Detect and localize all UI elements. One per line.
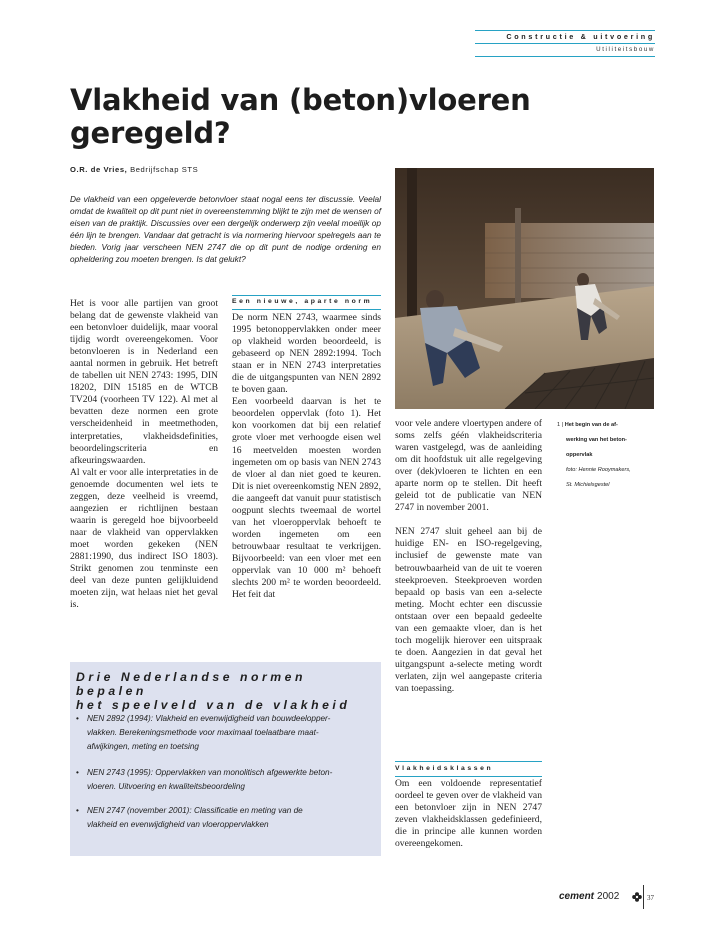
norm-item — [76, 804, 376, 832]
header-rule-top — [475, 30, 655, 31]
caption-title-2: werking van het beton- — [566, 437, 627, 443]
body-paragraph: voor vele andere vloertypen andere of soms zelfs géén vlakheidscriteria waren vastgelegd, was de aanleiding om dit hoofdstuk uit alle regelgeving over (dek)vloeren te lichten en een aparte norm op te stellen. Dit heeft geleid tot de publicatie van NEN 2747 in november 2001. — [395, 418, 542, 514]
body-paragraph: Het is voor alle partijen van groot belang dat de gewenste vlakheid van een betonvloer duidelijk, maar vooral tijdig wordt overeengekomen. Voor betonvloeren is in Nederland een aantal normen in gebruik. Het betreft de tabellen uit NEN 2743: 1995, DIN 18202, DIN 15185 en de WTCB TV204 (voorheen TV 122). Al met al bevatten deze normen een grote verscheidenheid in meetmethoden, interpretaties, vlakheidsdefinities, beoordelingscriteria en afkeuringswaarden. — [70, 298, 218, 466]
bullet-icon: • — [76, 768, 79, 777]
body-column-4 — [395, 778, 542, 850]
construction-photo — [395, 168, 654, 409]
issue-year: 2002 — [597, 891, 620, 902]
byline — [70, 165, 198, 174]
body-paragraph: Al valt er voor alle interpretaties in de genoemde documenten wel iets te zeggen, deze veelheid is vreemd, aangezien er richtlijnen bestaan waarin is geregeld hoe bijvoorbeeld naar de vlakheid van oppervlakken moet worden gekeken (NEN 2881:1990, dus indirect ISO 1803). Strikt genomen zou tenminste een deel van deze punten gelijkluidend moeten zijn, wat helaas niet het geval is. — [70, 466, 218, 611]
norm-item-line: NEN 2747 (november 2001): Classificatie en meting van de — [87, 806, 303, 815]
norm-item-line: vloeren. Uitvoering en kwaliteitsbeoordeling — [87, 782, 245, 791]
subheading-new-norm: Een nieuwe, aparte norm — [232, 298, 373, 305]
box-title-line-1: Drie Nederlandse normen bepalen — [76, 670, 306, 698]
box-title-line-2: het speelveld van de vlakheid — [76, 698, 351, 712]
norms-box — [70, 662, 381, 856]
subheading-flatness-classes: Vlakheidsklassen — [395, 765, 494, 772]
author-affiliation: Bedrijfschap STS — [127, 165, 199, 174]
body-paragraph: Om een voldoende representatief oordeel te geven over de vlakheid van een betonvloer zijn in NEN 2747 zeven vlakheidsklassen gedefinieerd, die in principe alle kunnen worden overeengekomen. — [395, 778, 542, 850]
body-column-2 — [232, 312, 381, 601]
caption-credit-1: foto: Hennie Rooymakers, — [566, 467, 631, 473]
body-column-3 — [395, 418, 542, 695]
footer-divider — [643, 885, 644, 909]
body-paragraph: Een voorbeeld daarvan is het te beoordelen oppervlak (foto 1). Het kon voorkomen dat bij een relatief grote vloer met verhoogde eisen wel 16 meetvelden moesten worden ingemeten om op basis van NEN 2743 de vloer al dan niet goed te keuren. Dit is niet overeenkomstig NEN 2892, die aangeeft dat vanuit puur statistisch oogpunt slechts tweemaal de wortel van het vloeroppervlak behoeft te worden ingemeten om een betrouwbaar resultaat te verkrijgen. Bijvoorbeeld: van een vloer met een oppervlak van 10 000 m² behoeft slechts 200 m² te worden beoordeeld. Het feit dat — [232, 396, 381, 601]
body-paragraph: NEN 2747 sluit geheel aan bij de huidige EN- en ISO-regelgeving, inclusief de gewenste mate van betrouwbaarheid van de uit te voeren steekproeven. Steekproeven worden bepaald op basis van een a-selecte meting. Mocht echter een discussie ontstaan over een bepaald gedeelte van een gemaakte vloer, dan is het toch mogelijk hierover een uitspraak te doen. Aangezien in dat geval het uitgangspunt a-selecte meting wordt verlaten, zijn wel aangepaste criteria van toepassing. — [395, 526, 542, 694]
norm-item — [76, 712, 376, 754]
header-rule-bottom — [475, 56, 655, 57]
box-title — [76, 670, 376, 712]
norm-item-line: NEN 2892 (1994): Vlakheid en evenwijdigheid van bouwdeelopper- — [87, 714, 331, 723]
article-title — [70, 84, 550, 150]
flower-mark-icon — [632, 892, 642, 902]
norm-item-line: vlakheid en evenwijdigheid van vloeroppervlakken — [87, 820, 269, 829]
bullet-icon: • — [76, 806, 79, 815]
caption-title-1: Het begin van de af- — [564, 422, 618, 428]
subsection-label: Utiliteitsbouw — [596, 46, 655, 53]
caption-number: 1 | — [557, 422, 564, 428]
title-line-1: Vlakheid van (beton)vloeren — [70, 83, 531, 117]
page-footer — [559, 891, 654, 902]
norm-item-line: NEN 2743 (1995): Oppervlakken van monolitisch afgewerkte beton- — [87, 768, 333, 777]
subheading-rule-bottom — [232, 309, 381, 310]
body-column-1 — [70, 298, 218, 611]
magazine-name: cement — [559, 891, 595, 902]
photo-caption — [557, 418, 657, 493]
caption-credit-2: St. Michielsgestel — [566, 482, 610, 488]
section-label: Constructie & uitvoering — [506, 32, 655, 41]
author-name: O.R. de Vries, — [70, 165, 128, 174]
title-line-2: geregeld? — [70, 116, 231, 150]
subheading-rule-top — [395, 761, 542, 762]
bullet-icon: • — [76, 714, 79, 723]
body-paragraph: De norm NEN 2743, waarmee sinds 1995 betonoppervlakken onder meer op vlakheid worden beoordeeld, is gebaseerd op NEN 2892:1994. Toch staan er in NEN 2743 interpretaties die de uitgangspunten van NEN 2892 te boven gaan. — [232, 312, 381, 396]
subheading-rule-bottom — [395, 776, 542, 777]
page-number: 37 — [647, 894, 654, 902]
caption-title-3: oppervlak — [566, 452, 593, 458]
norm-item-line: vlakken. Berekeningsmethode voor maximaal toelaatbare maat- — [87, 728, 319, 737]
norm-item — [76, 766, 376, 794]
header-rule-middle — [475, 43, 655, 44]
subheading-rule-top — [232, 295, 381, 296]
intro-paragraph: De vlakheid van een opgeleverde betonvloer staat nogal eens ter discussie. Veelal omdat de kwaliteit op dit punt niet in overeenstemming blijkt te zijn met de wensen of eisen van de praktijk. Discussies over een dergelijk onderwerp zijn veelal moeilijk op één lijn te brengen. Vandaar dat getracht is via normering hiervoor spelregels aan te bieden. Vorig jaar verscheen NEN 2747 die op dit punt de nodige ordening en opheldering zou moeten brengen. Is dat gelukt? — [70, 194, 381, 265]
norm-item-line: afwijkingen, meting en toetsing — [87, 742, 199, 751]
